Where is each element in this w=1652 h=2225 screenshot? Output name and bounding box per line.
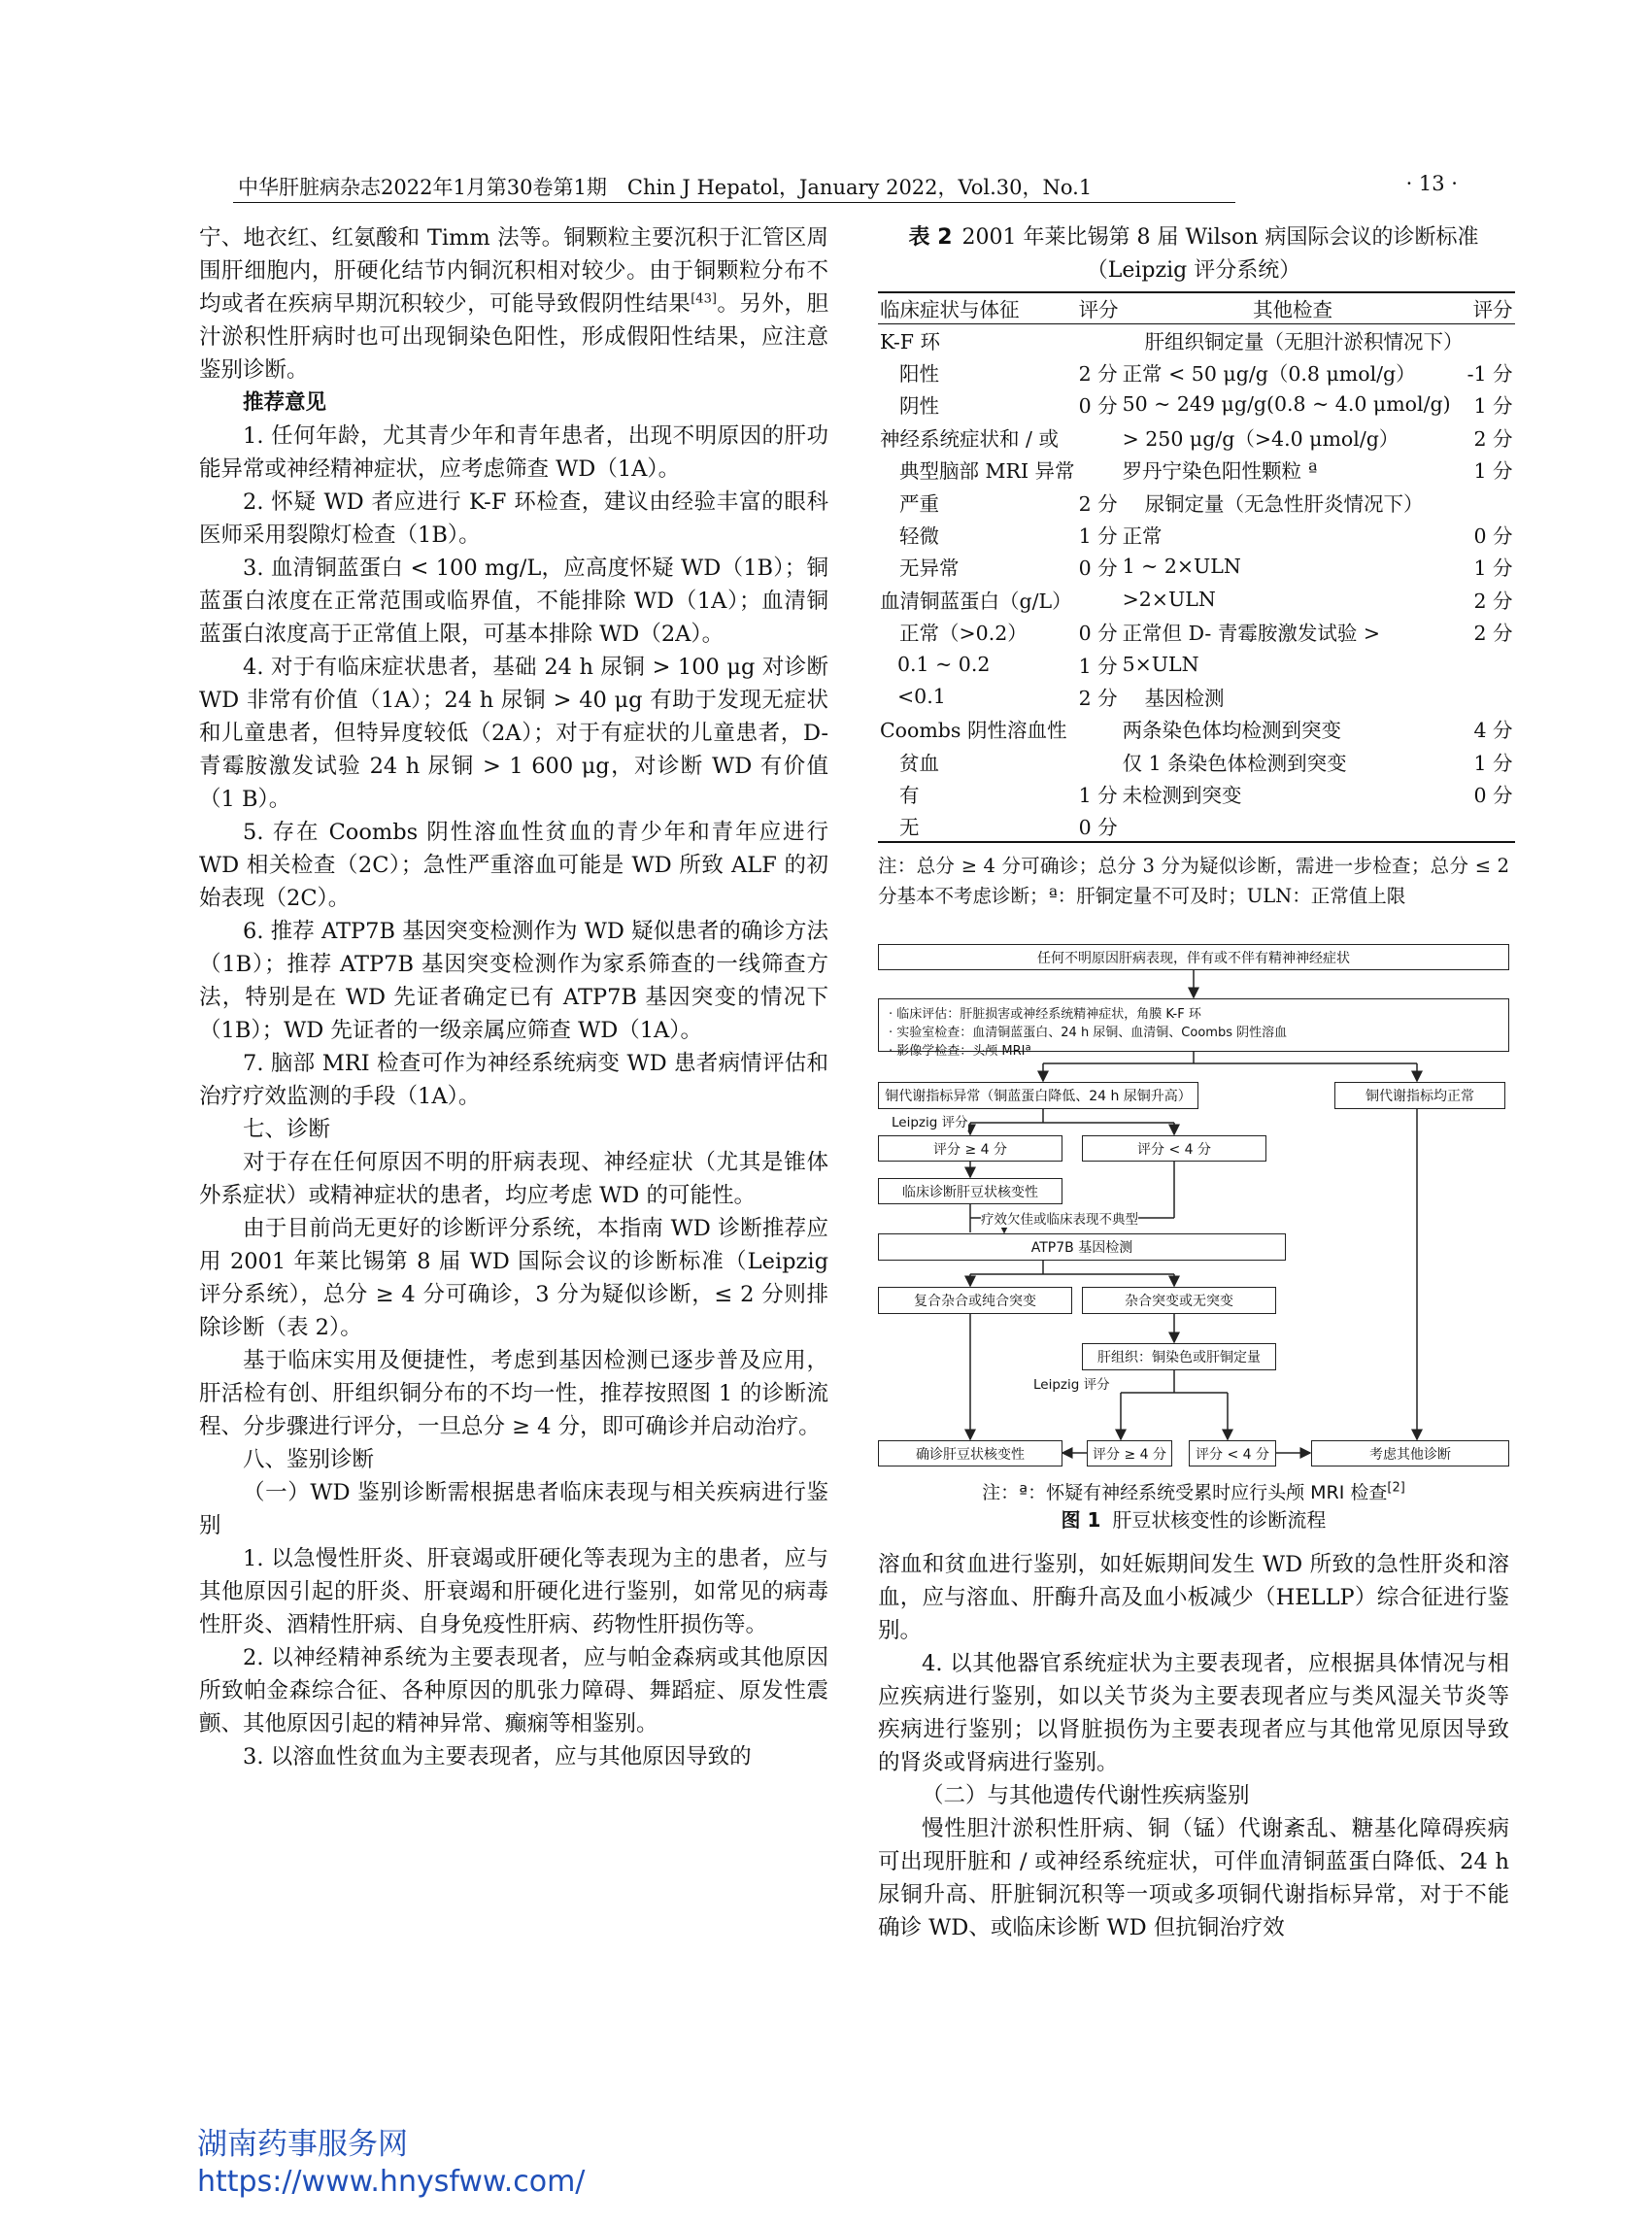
paragraph-right-3: 慢性胆汁淤积性肝病、铜（锰）代谢紊乱、糖基化障碍疾病可出现肝脏和 / 或神经系统症状，可伴血清铜蓝蛋白降低、24 h 尿铜升高、肝脏铜沉积等一项或多项铜代谢指标异常，对于不能确诊 WD、或临床诊断 WD 但抗铜治疗效 bbox=[878, 1816, 1509, 1941]
paragraph-text: 。另外，胆汁淤积性肝病时也可出现铜染色阳性，形成假阳性结果，应注意鉴别诊断。 bbox=[199, 291, 828, 383]
differential-2: 2. 以神经精神系统为主要表现者，应与帕金森病或其他原因所致帕金森综合征、各种原因的肌张力障碍、舞蹈症、原发性震颤、其他原因引起的精神异常、癫痫等相鉴别。 bbox=[199, 1645, 828, 1736]
table-cell: 神经系统症状和 / 或 bbox=[880, 426, 1059, 451]
table-row bbox=[878, 680, 1515, 712]
table-cell bbox=[1077, 745, 1121, 777]
flow-eval-line: · 临床评估：肝脏损害或神经系统精神症状，角膜 K-F 环 bbox=[889, 1007, 1201, 1023]
flow-box-score-lt4-2: 评分 < 4 分 bbox=[1189, 1440, 1276, 1466]
table-row bbox=[878, 713, 1515, 745]
paragraph-right-2: 4. 以其他器官系统症状为主要表现者，应根据具体情况与相应疾病进行鉴别，如以关节炎为主要表现者应与类风湿关节炎等疾病进行鉴别；以肾脏损伤为主要表现者应与其他常见原因导致的肾炎或肾病进行鉴别。 bbox=[878, 1651, 1509, 1776]
table-cell: 1 分 bbox=[1078, 784, 1118, 808]
table-cell: 未检测到突变 bbox=[1122, 784, 1242, 808]
figure-label: 图 1 bbox=[1061, 1508, 1101, 1533]
table-cell: 严重 bbox=[899, 491, 939, 516]
recommendation-4: 4. 对于有临床症状患者，基础 24 h 尿铜 > 100 μg 对诊断 WD 非常有价值（1A）；24 h 尿铜 > 40 μg 有助于发现无症状和儿童患者，但特异度较低（2A）；对于有症状的儿童患者，D- 青霉胺激发试验 24 h 尿铜 > 1 600 μg，对诊断 WD 有价值（1 B）。 bbox=[199, 655, 828, 812]
table-row bbox=[878, 421, 1515, 453]
flow-label-leipzig-2: Leipzig 评分 bbox=[1033, 1373, 1110, 1393]
table-cell: 0.1 ~ 0.2 bbox=[897, 652, 991, 676]
flow-box-hetero: 杂合突变或无突变 bbox=[1082, 1287, 1276, 1314]
flow-label-leipzig: Leipzig 评分 bbox=[892, 1111, 968, 1130]
table-cell: 正常 < 50 μg/g（0.8 μmol/g） bbox=[1122, 362, 1416, 387]
flow-label-poor-response: 疗效欠佳或临床表现不典型 bbox=[981, 1208, 1138, 1228]
paragraph-diagnosis-2: 由于目前尚无更好的诊断评分系统，本指南 WD 诊断推荐应用 2001 年莱比锡第 8 届 WD 国际会议的诊断标准（Leipzig 评分系统），总分 ≥ 4 分可确诊，3 分为疑似诊断，≤ 2 分则排除诊断（表 2）。 bbox=[199, 1216, 828, 1340]
paragraph-diagnosis-3: 基于临床实用及便捷性，考虑到基因检测已逐步普及应用，肝活检有创、肝组织铜分布的不均一性，推荐按照图 1 的诊断流程、分步骤进行评分，一旦总分 ≥ 4 分，即可确诊并启动治疗。 bbox=[199, 1348, 828, 1439]
table-cell: 仅 1 条染色体检测到突变 bbox=[1122, 751, 1347, 775]
flow-box-clinical-diagnosis: 临床诊断肝豆状核变性 bbox=[878, 1178, 1062, 1204]
running-title: 中华肝脏病杂志2022年1月第30卷第1期 Chin J Hepatol，January 2022，Vol.30，No.1 bbox=[238, 176, 1093, 199]
table-cell: 尿铜定量（无急性肝炎情况下） bbox=[1144, 491, 1424, 516]
table-cell: 0 分 bbox=[1078, 394, 1118, 419]
recommendation-7: 7. 脑部 MRI 检查可作为神经系统病变 WD 患者病情评估和治疗疗效监测的手段（1A）。 bbox=[199, 1051, 828, 1109]
table-cell: 4 分 bbox=[1473, 719, 1513, 743]
table-cell: 0 分 bbox=[1473, 524, 1513, 549]
flow-box-evaluation bbox=[878, 998, 1509, 1060]
right-column bbox=[878, 221, 1513, 1944]
table-body bbox=[878, 323, 1515, 842]
table-row bbox=[878, 583, 1515, 615]
page-number: · 13 · bbox=[1405, 172, 1458, 195]
table-row bbox=[878, 551, 1515, 583]
table-cell: 基因检测 bbox=[1144, 686, 1225, 710]
recommendation-2: 2. 怀疑 WD 者应进行 K-F 环检查，建议由经验丰富的眼科医师采用裂隙灯检查（1B）。 bbox=[199, 489, 828, 548]
table-cell bbox=[1077, 583, 1121, 615]
table-cell: 0 分 bbox=[1473, 784, 1513, 808]
table-cell: 罗丹宁染色阳性颗粒 ª bbox=[1122, 459, 1318, 484]
table-row bbox=[878, 388, 1515, 421]
flow-box-score-ge4-2: 评分 ≥ 4 分 bbox=[1087, 1440, 1172, 1466]
table-cell bbox=[1077, 454, 1121, 486]
table-row bbox=[878, 486, 1515, 518]
flow-box-other-diagnosis: 考虑其他诊断 bbox=[1311, 1440, 1509, 1466]
table-cell: 2 分 bbox=[1078, 686, 1118, 710]
table-cell: 1 分 bbox=[1473, 556, 1513, 581]
table-cell: 无 bbox=[899, 816, 920, 840]
table-cell: 1 分 bbox=[1473, 394, 1513, 419]
leipzig-score-table bbox=[878, 291, 1515, 843]
table-cell: 无异常 bbox=[899, 556, 960, 581]
table-cell: K-F 环 bbox=[880, 329, 940, 354]
table-label: 表 2 bbox=[908, 225, 953, 250]
watermark-site-name: 湖南药事服务网 bbox=[197, 2127, 408, 2162]
table-cell: 两条染色体均检测到突变 bbox=[1122, 719, 1342, 743]
table-cell: -1 分 bbox=[1467, 362, 1513, 387]
flow-eval-line: · 影像学检查：头颅 MRIª bbox=[889, 1044, 1031, 1060]
table-cell: 2 分 bbox=[1473, 622, 1513, 646]
table-row bbox=[878, 777, 1515, 809]
table-cell: 0 分 bbox=[1078, 622, 1118, 646]
table-cell: 阴性 bbox=[899, 394, 939, 419]
paragraph-stain bbox=[199, 221, 828, 387]
table-cell: 2 分 bbox=[1473, 589, 1513, 613]
table-row bbox=[878, 745, 1515, 777]
table-cell: 阳性 bbox=[899, 362, 939, 387]
table-row bbox=[878, 648, 1515, 680]
table-row bbox=[878, 518, 1515, 550]
flow-box-compound: 复合杂合或纯合突变 bbox=[878, 1287, 1072, 1314]
figure-caption-text: 肝豆状核变性的诊断流程 bbox=[1112, 1508, 1327, 1533]
table-cell: 1 ~ 2×ULN bbox=[1122, 555, 1241, 579]
figure-note bbox=[878, 1478, 1509, 1507]
table-cell: 轻微 bbox=[899, 524, 939, 549]
paragraph-text: 宁、地衣红、红氨酸和 Timm 法等。铜颗粒主要沉积于汇管区周围肝细胞内，肝硬化结节内铜沉积相对较少。由于铜颗粒分布不均或者在疾病早期沉积较少，可能导致假阴性结果 bbox=[199, 225, 828, 317]
recommendation-heading: 推荐意见 bbox=[243, 390, 327, 415]
table-cell: 5×ULN bbox=[1122, 652, 1199, 676]
table-header-cell: 评分 bbox=[1472, 298, 1513, 322]
flow-box-normal: 铜代谢指标均正常 bbox=[1334, 1082, 1505, 1109]
table-cell: 2 分 bbox=[1078, 362, 1118, 387]
table-cell bbox=[1077, 421, 1121, 453]
table-header-cell: 评分 bbox=[1078, 298, 1119, 322]
watermark-url[interactable]: https://www.hnysfww.com/ bbox=[197, 2165, 586, 2199]
flow-eval-line: · 实验室检查：血清铜蓝蛋白、24 h 尿铜、血清铜、Coombs 阴性溶血 bbox=[889, 1026, 1288, 1041]
differential-1: 1. 以急慢性肝炎、肝衰竭或肝硬化等表现为主的患者，应与其他原因引起的肝炎、肝衰竭和肝硬化进行鉴别，如常见的病毒性肝炎、酒精性肝病、自身免疫性肝病、药物性肝损伤等。 bbox=[199, 1546, 828, 1637]
recommendation-6: 6. 推荐 ATP7B 基因突变检测作为 WD 疑似患者的确诊方法（1B）；推荐 ATP7B 基因突变检测作为家系筛查的一线筛查方法，特别是在 WD 先证者确定已有 ATP7B 基因突变的情况下（1B）；WD 先证者的一级亲属应筛查 WD（1A）。 bbox=[199, 919, 828, 1043]
flow-box-score-lt4: 评分 < 4 分 bbox=[1082, 1135, 1266, 1162]
table-row bbox=[878, 323, 1515, 355]
table-title-line2: （Leipzig 评分系统） bbox=[1086, 258, 1301, 283]
subsection-heading-1: （一）WD 鉴别诊断需根据患者临床表现与相关疾病进行鉴别 bbox=[199, 1480, 828, 1538]
recommendation-5: 5. 存在 Coombs 阴性溶血性贫血的青少年和青年应进行 WD 相关检查（2C）；急性严重溶血可能是 WD 所致 ALF 的初始表现（2C）。 bbox=[199, 820, 828, 911]
table-cell: 肝组织铜定量（无胆汁淤积情况下） bbox=[1144, 329, 1464, 354]
table-cell bbox=[1121, 810, 1466, 842]
table-cell bbox=[1077, 713, 1121, 745]
table-cell bbox=[1077, 323, 1121, 355]
citation-ref[interactable]: [43] bbox=[691, 291, 717, 307]
table-cell: 0 分 bbox=[1078, 556, 1118, 581]
left-column bbox=[199, 221, 828, 1773]
table-cell: 正常但 D- 青霉胺激发试验 > bbox=[1122, 622, 1381, 646]
table-cell bbox=[1466, 323, 1515, 355]
page-header bbox=[194, 172, 1458, 205]
table-row bbox=[878, 616, 1515, 648]
table-header-cell: 临床症状与体征 bbox=[880, 298, 1020, 322]
paragraph-diagnosis-1: 对于存在任何原因不明的肝病表现、神经症状（尤其是锥体外系症状）或精神症状的患者，均应考虑 WD 的可能性。 bbox=[199, 1150, 828, 1208]
table-cell bbox=[1466, 486, 1515, 518]
table-title-line1: 2001 年莱比锡第 8 届 Wilson 病国际会议的诊断标准 bbox=[961, 225, 1479, 250]
recommendation-1: 1. 任何年龄，尤其青少年和青年患者，出现不明原因的肝功能异常或神经精神症状，应考虑筛查 WD（1A）。 bbox=[199, 423, 828, 482]
table-cell: Coombs 阴性溶血性 bbox=[880, 719, 1067, 743]
table-cell: 贫血 bbox=[899, 751, 939, 775]
flow-box-liver-copper: 肝组织：铜染色或肝铜定量 bbox=[1082, 1343, 1276, 1370]
table-cell: <0.1 bbox=[897, 684, 946, 708]
subsection-heading-2: （二）与其他遗传代谢性疾病鉴别 bbox=[922, 1783, 1250, 1809]
table-cell: 典型脑部 MRI 异常 bbox=[899, 459, 1075, 484]
table-cell: >2×ULN bbox=[1122, 587, 1216, 611]
table-cell bbox=[1466, 680, 1515, 712]
header-rule bbox=[233, 202, 1235, 203]
table-header-row bbox=[878, 292, 1515, 323]
table-cell: 1 分 bbox=[1473, 459, 1513, 484]
diagnosis-flowchart bbox=[878, 944, 1509, 1556]
table-row bbox=[878, 454, 1515, 486]
table-cell: 0 分 bbox=[1078, 816, 1118, 840]
paragraph-right-1: 溶血和贫血进行鉴别，如妊娠期间发生 WD 所致的急性肝炎和溶血，应与溶血、肝酶升高及血小板减少（HELLP）综合征进行鉴别。 bbox=[878, 1552, 1509, 1644]
flow-box-score-ge4: 评分 ≥ 4 分 bbox=[878, 1135, 1062, 1162]
table-cell: > 250 μg/g（>4.0 μmol/g） bbox=[1122, 426, 1399, 451]
table-caption bbox=[878, 221, 1509, 287]
table-cell: 2 分 bbox=[1078, 491, 1118, 516]
section-heading-diagnosis: 七、诊断 bbox=[243, 1117, 331, 1142]
recommendation-3: 3. 血清铜蓝蛋白 < 100 mg/L，应高度怀疑 WD（1B）；铜蓝蛋白浓度在正常范围或临界值，不能排除 WD（1A）；血清铜蓝蛋白浓度高于正常值上限，可基本排除 WD（2A）。 bbox=[199, 556, 828, 647]
flow-box-atp7b: ATP7B 基因检测 bbox=[878, 1233, 1286, 1261]
figure-note-text: 注：ª：怀疑有神经系统受累时应行头颅 MRI 检查 bbox=[982, 1482, 1388, 1504]
differential-3: 3. 以溶血性贫血为主要表现者，应与其他原因导致的 bbox=[243, 1744, 752, 1770]
flow-box-start: 任何不明原因肝病表现，伴有或不伴有精神神经症状 bbox=[878, 944, 1509, 970]
flow-box-abnormal: 铜代谢指标异常（铜蓝蛋白降低、24 h 尿铜升高） bbox=[878, 1082, 1198, 1109]
table-cell bbox=[1466, 810, 1515, 842]
table-cell: 1 分 bbox=[1473, 751, 1513, 775]
table-cell: 50 ~ 249 μg/g(0.8 ~ 4.0 μmol/g) bbox=[1122, 392, 1451, 417]
table-cell: 2 分 bbox=[1473, 426, 1513, 451]
figure-caption bbox=[878, 1505, 1509, 1534]
table-cell: 1 分 bbox=[1078, 524, 1118, 549]
table-cell: 1 分 bbox=[1078, 654, 1118, 678]
table-row bbox=[878, 355, 1515, 388]
watermark bbox=[197, 2125, 585, 2201]
citation-ref[interactable]: [2] bbox=[1387, 1480, 1405, 1496]
table-row bbox=[878, 810, 1515, 842]
table-header-cell: 其他检查 bbox=[1253, 298, 1333, 322]
table-cell: 正常（>0.2） bbox=[899, 622, 1028, 646]
table-cell bbox=[1466, 648, 1515, 680]
table-cell: 正常 bbox=[1122, 524, 1163, 549]
section-heading-differential: 八、鉴别诊断 bbox=[243, 1447, 375, 1472]
flow-box-confirmed: 确诊肝豆状核变性 bbox=[878, 1440, 1062, 1466]
table-note: 注：总分 ≥ 4 分可确诊；总分 3 分为疑似诊断，需进一步检查；总分 ≤ 2 分基本不考虑诊断；ª：肝铜定量不可及时；ULN：正常值上限 bbox=[878, 855, 1509, 908]
table-cell: 血清铜蓝蛋白（g/L） bbox=[880, 589, 1072, 613]
table-cell: 有 bbox=[899, 784, 920, 808]
